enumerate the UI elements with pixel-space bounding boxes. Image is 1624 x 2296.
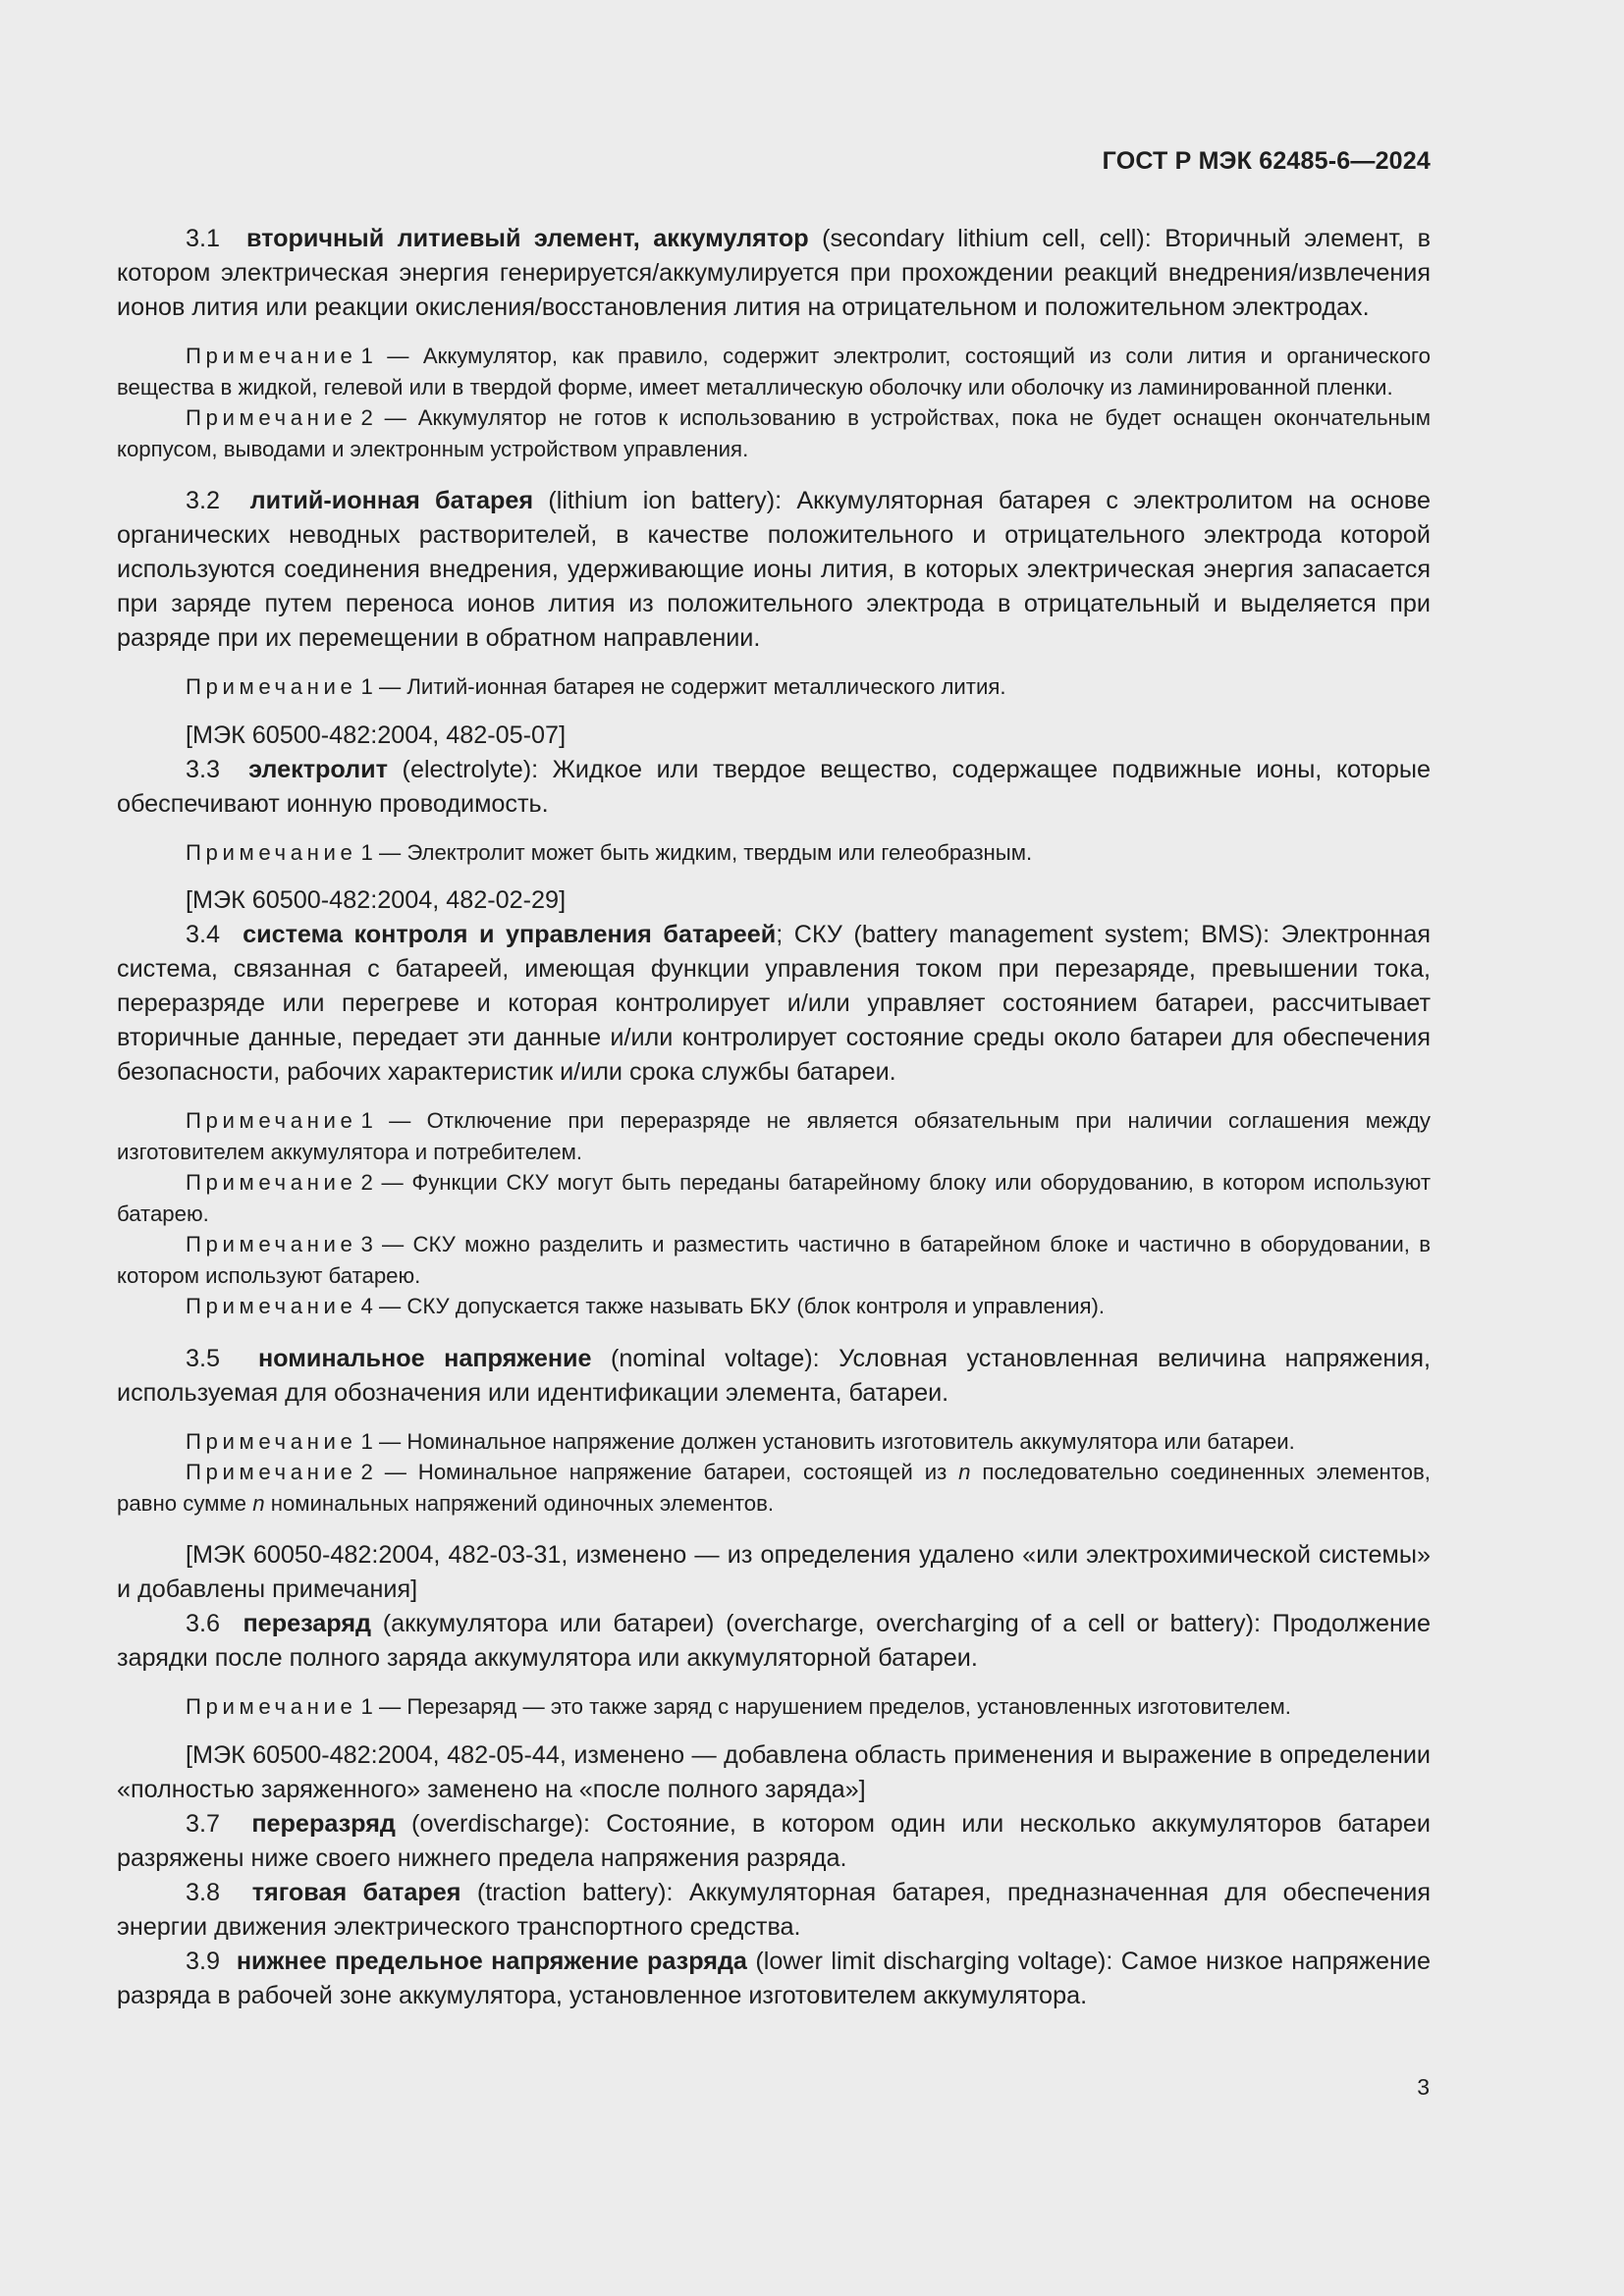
page-number: 3 bbox=[1417, 2074, 1430, 2100]
note-number: 1 bbox=[360, 1694, 373, 1719]
note-label: Примечание bbox=[186, 1108, 357, 1133]
note-3-1-1: Примечание 1 — Аккумулятор, как правило, содержит электролит, состоящий из соли лития и органического вещества в жидкой, гелевой или в твердой форме, имеет металлическую оболочку или оболочку из ламинированной пленки. bbox=[117, 344, 1431, 400]
definition-text: (nominal voltage): Условная установленная величина напряжения, используемая для обозначения или идентификации элемента, батареи. bbox=[117, 1344, 1431, 1407]
note-label: Примечание bbox=[186, 839, 357, 865]
note-label: Примечание bbox=[186, 1428, 357, 1454]
note-3-4-3: Примечание 3 — СКУ можно разделить и разместить частично в батарейном блоке и частично в оборудовании, в котором используют батарею. bbox=[117, 1232, 1431, 1288]
definition-3-9 bbox=[117, 1945, 1431, 2013]
note-label: Примечание bbox=[186, 344, 357, 368]
note-number: 2 bbox=[360, 1170, 373, 1195]
note-number: 1 bbox=[360, 839, 373, 865]
note-text: Функции СКУ могут быть переданы батарейному блоку или оборудованию, в котором используют батарею. bbox=[117, 1170, 1431, 1226]
definition-text: ; СКУ (battery management system; BMS): Электронная система, связанная с батареей, имеющая функции управления током при перезаряде, превышении тока, переразряде или перегреве и которая контролирует и/или управляет состоянием батареи, рассчитывает вторичные данные, передает эти данные и/или контролирует состояние среды около батареи для обеспечения безопасности, рабочих характеристик и/или срока службы батареи. bbox=[117, 921, 1431, 1086]
note-text: Аккумулятор не готов к использованию в устройствах, пока не будет оснащен окончательным корпусом, выводами и электронным устройством управления. bbox=[117, 405, 1431, 461]
section-number: 3.4 bbox=[186, 921, 221, 948]
term: тяговая батарея bbox=[251, 1878, 461, 1906]
note-number: 2 bbox=[360, 405, 373, 430]
term: электролит bbox=[248, 755, 388, 783]
note-label: Примечание bbox=[186, 674, 357, 699]
note-text-a: Номинальное напряжение батареи, состоящей из bbox=[417, 1460, 959, 1484]
note-text: Перезаряд — это также заряд с нарушением пределов, установленных изготовителем. bbox=[406, 1694, 1291, 1719]
definition-3-2 bbox=[117, 484, 1431, 656]
standard-code-header: ГОСТ Р МЭК 62485-6—2024 bbox=[1102, 147, 1431, 175]
note-3-5-1: Примечание 1 — Номинальное напряжение должен установить изготовитель аккумулятора или батареи. bbox=[186, 1428, 1295, 1454]
note-number: 1 bbox=[360, 674, 373, 699]
note-text: СКУ допускается также называть БКУ (блок контроля и управления). bbox=[406, 1294, 1106, 1318]
definition-3-5 bbox=[117, 1342, 1431, 1411]
section-number: 3.9 bbox=[186, 1947, 221, 1975]
section-number: 3.2 bbox=[186, 487, 221, 514]
reference-3-3: [МЭК 60500-482:2004, 482-02-29] bbox=[186, 886, 567, 914]
term: система контроля и управления батареей bbox=[243, 921, 777, 948]
section-number: 3.8 bbox=[186, 1878, 221, 1906]
section-number: 3.6 bbox=[186, 1610, 221, 1637]
note-number: 1 bbox=[360, 344, 373, 368]
definition-text: (traction battery): Аккумуляторная батарея, предназначенная для обеспечения энергии движения электрического транспортного средства. bbox=[117, 1878, 1431, 1941]
note-3-4-1: Примечание 1 — Отключение при переразряде не является обязательным при наличии соглашения между изготовителем аккумулятора и потребителем. bbox=[117, 1108, 1431, 1164]
note-number: 2 bbox=[360, 1460, 373, 1484]
definition-text: (overdischarge): Состояние, в котором один или несколько аккумуляторов батареи разряжены ниже своего нижнего предела напряжения разряда. bbox=[117, 1809, 1431, 1872]
note-number: 1 bbox=[360, 1428, 373, 1454]
note-text: Электролит может быть жидким, твердым или гелеобразным. bbox=[406, 839, 1033, 865]
note-text: Отключение при переразряде не является обязательным при наличии соглашения между изготовителем аккумулятора и потребителем. bbox=[117, 1108, 1431, 1164]
note-3-5-2: Примечание 2 — Номинальное напряжение батареи, состоящей из n последовательно соединенных элементов, равно сумме n номинальных напряжений одиночных элементов. bbox=[117, 1460, 1431, 1516]
definition-3-8 bbox=[117, 1876, 1431, 1945]
section-number: 3.5 bbox=[186, 1344, 221, 1372]
note-number: 1 bbox=[360, 1108, 373, 1133]
definition-3-4 bbox=[117, 918, 1431, 1090]
note-text: Номинальное напряжение должен установить изготовитель аккумулятора или батареи. bbox=[406, 1428, 1295, 1454]
note-text: Аккумулятор, как правило, содержит электролит, состоящий из соли лития и органического вещества в жидкой, гелевой или в твердой форме, имеет металлическую оболочку или оболочку из ламинированной пленки. bbox=[117, 344, 1431, 400]
definition-text: (secondary lithium cell, cell): Вторичный элемент, в котором электрическая энергия генерируется/аккумулируется при прохождении реакций внедрения/извлечения ионов лития или реакции окисления/восстановления лития на отрицательном и положительном электродах. bbox=[117, 225, 1432, 321]
term: литий-ионная батарея bbox=[249, 487, 534, 514]
term: номинальное напряжение bbox=[257, 1344, 592, 1372]
variable-n: n bbox=[252, 1490, 265, 1516]
definition-text: (lower limit discharging voltage): Самое низкое напряжение разряда в рабочей зоне аккумулятора, установленное изготовителем аккумулятора. bbox=[117, 1947, 1431, 2009]
note-label: Примечание bbox=[186, 1294, 357, 1318]
term: переразряд bbox=[251, 1809, 396, 1838]
note-label: Примечание bbox=[186, 1460, 357, 1484]
definition-3-6 bbox=[117, 1607, 1431, 1676]
definition-text: (аккумулятора или батареи) (overcharge, overcharging of a cell or battery): Продолжение зарядки после полного заряда аккумулятора или аккумуляторной батареи. bbox=[117, 1610, 1431, 1672]
note-label: Примечание bbox=[186, 1232, 357, 1256]
definition-3-7 bbox=[117, 1807, 1431, 1876]
definition-text: (electrolyte): Жидкое или твердое вещество, содержащее подвижные ионы, которые обеспечивают ионную проводимость. bbox=[117, 755, 1431, 818]
document-body bbox=[117, 222, 1431, 2013]
note-3-4-2: Примечание 2 — Функции СКУ могут быть переданы батарейному блоку или оборудованию, в котором используют батарею. bbox=[117, 1170, 1431, 1226]
definition-3-1 bbox=[117, 222, 1431, 325]
note-3-1-2: Примечание 2 — Аккумулятор не готов к использованию в устройствах, пока не будет оснащен окончательным корпусом, выводами и электронным устройством управления. bbox=[117, 405, 1431, 461]
term: вторичный литиевый элемент, аккумулятор bbox=[245, 225, 809, 252]
note-3-4-4: Примечание 4 — СКУ допускается также называть БКУ (блок контроля и управления). bbox=[186, 1294, 1106, 1318]
reference-3-5: [МЭК 60050-482:2004, 482-03-31, изменено — из определения удалено «или электрохимической системы» и добавлены примечания] bbox=[117, 1541, 1431, 1603]
section-number: 3.7 bbox=[186, 1809, 221, 1838]
section-number: 3.3 bbox=[186, 755, 221, 783]
section-number: 3.1 bbox=[186, 225, 221, 252]
note-label: Примечание bbox=[186, 405, 357, 430]
reference-3-6: [МЭК 60500-482:2004, 482-05-44, изменено — добавлена область применения и выражение в определении «полностью заряженного» заменено на «после полного заряда»] bbox=[117, 1740, 1431, 1803]
term: перезаряд bbox=[243, 1610, 372, 1637]
definition-3-3 bbox=[117, 753, 1431, 822]
variable-n: n bbox=[958, 1460, 971, 1484]
note-text-b: последовательно соединенных элементов, равно сумме bbox=[117, 1460, 1431, 1516]
definition-text: (lithium ion battery): Аккумуляторная батарея с электролитом на основе органических неводных растворителей, в качестве положительного и отрицательного электрода которой используются соединения внедрения, удерживающие ионы лития, в которых электрическая энергия запасается при заряде путем переноса ионов лития из положительного электрода в отрицательный и выделяется при разряде при их перемещении в обратном направлении. bbox=[117, 487, 1432, 652]
note-label: Примечание bbox=[186, 1694, 357, 1719]
note-3-3-1: Примечание 1 — Электролит может быть жидким, твердым или гелеобразным. bbox=[186, 839, 1033, 865]
note-label: Примечание bbox=[186, 1170, 357, 1195]
note-text-c: номинальных напряжений одиночных элементов. bbox=[264, 1490, 775, 1516]
note-text: Литий-ионная батарея не содержит металлического лития. bbox=[406, 674, 1006, 699]
note-3-2-1: Примечание 1 — Литий-ионная батарея не содержит металлического лития. bbox=[186, 674, 1006, 699]
note-text: СКУ можно разделить и разместить частично в батарейном блоке и частично в оборудовании, в котором используют батарею. bbox=[117, 1232, 1431, 1288]
note-number: 4 bbox=[360, 1294, 373, 1318]
term: нижнее предельное напряжение разряда bbox=[236, 1947, 747, 1975]
note-number: 3 bbox=[360, 1232, 373, 1256]
note-3-6-1: Примечание 1 — Перезаряд — это также заряд с нарушением пределов, установленных изготовителем. bbox=[186, 1694, 1291, 1719]
reference-3-2: [МЭК 60500-482:2004, 482-05-07] bbox=[186, 721, 567, 749]
